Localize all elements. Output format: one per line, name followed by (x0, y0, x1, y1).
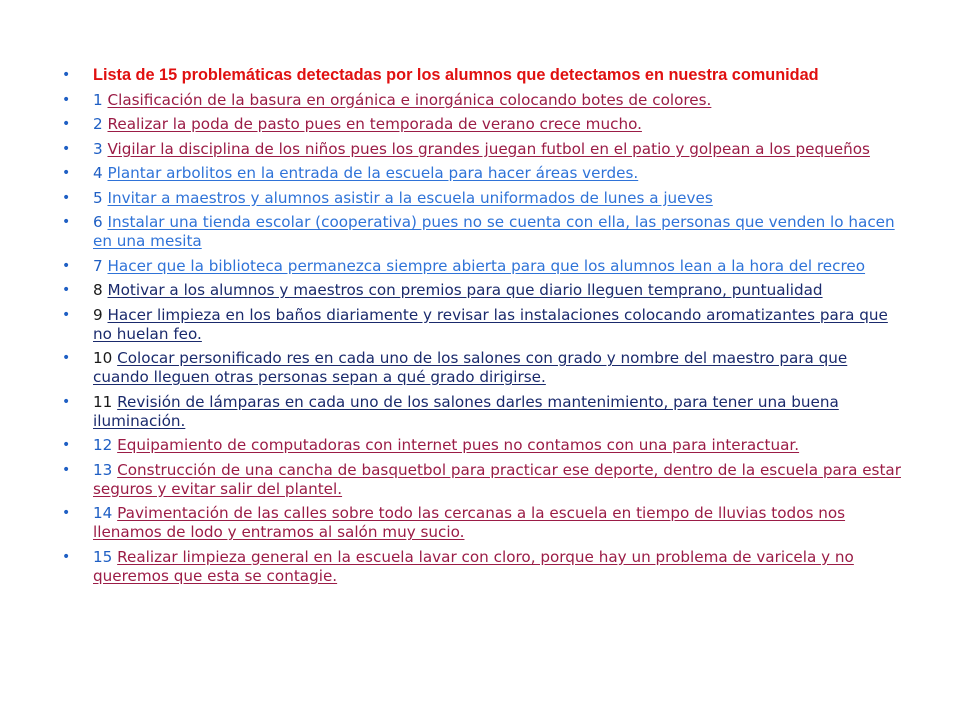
item-number: 8 (93, 281, 103, 299)
list-item (62, 504, 902, 542)
item-number: 4 (93, 164, 103, 182)
list-title-item (62, 66, 902, 85)
list-item (62, 213, 902, 251)
bullet-icon: • (62, 282, 71, 298)
item-number: 11 (93, 392, 113, 411)
item-number: 12 (93, 436, 113, 454)
item-number: 6 (93, 213, 103, 231)
list-item (62, 115, 902, 134)
item-link[interactable]: Colocar personificado res en cada uno de los salones con grado y nombre del maestro para que cuando lleguen otras personas sepan a qué grado dirigirse. (93, 349, 848, 386)
list-item (62, 393, 902, 431)
item-link[interactable]: Hacer que la biblioteca permanezca siempre abierta para que los alumnos lean a la hora del recreo (107, 256, 866, 275)
bullet-icon: • (62, 140, 71, 157)
list-item (62, 349, 902, 387)
list-item (62, 548, 902, 586)
item-link[interactable]: Plantar arbolitos en la entrada de la escuela para hacer áreas verdes. (107, 164, 639, 182)
list-item (62, 461, 902, 499)
bullet-icon: • (62, 548, 71, 565)
list-title: Lista de 15 problemáticas detectadas por los alumnos que detectamos en nuestra comunidad (93, 66, 819, 84)
list-item (62, 281, 902, 300)
item-link[interactable]: Pavimentación de las calles sobre todo las cercanas a la escuela en tiempo de lluvias todos nos llenamos de lodo y entramos al salón muy sucio. (93, 504, 846, 541)
list-item (62, 257, 902, 276)
bullet-icon: • (62, 67, 71, 83)
list-item (62, 164, 902, 183)
bullet-icon: • (62, 461, 71, 478)
item-number: 1 (93, 90, 103, 109)
problem-list (62, 66, 902, 586)
item-number: 13 (93, 460, 113, 479)
bullet-icon: • (62, 116, 71, 132)
bullet-icon: • (62, 189, 71, 206)
item-link[interactable]: Hacer limpieza en los baños diariamente y revisar las instalaciones colocando aromatizantes para que no huelan feo. (93, 305, 888, 343)
item-number: 14 (93, 504, 113, 522)
item-number: 15 (93, 547, 113, 566)
bullet-icon: • (62, 214, 71, 230)
list-item (62, 306, 902, 344)
item-link[interactable]: Motivar a los alumnos y maestros con premios para que diario lleguen temprano, puntualidad (107, 281, 823, 299)
bullet-icon: • (62, 306, 71, 323)
slide-content (62, 66, 902, 591)
bullet-icon: • (62, 350, 71, 366)
bullet-icon: • (62, 257, 71, 274)
bullet-icon: • (62, 165, 71, 181)
item-number: 2 (93, 115, 103, 133)
item-number: 3 (93, 139, 103, 158)
item-number: 9 (93, 305, 103, 324)
list-item (62, 91, 902, 110)
item-link[interactable]: Construcción de una cancha de basquetbol para practicar ese deporte, dentro de la escuela para estar seguros y evitar salir del plantel. (93, 460, 901, 498)
list-item (62, 140, 902, 159)
item-link[interactable]: Invitar a maestros y alumnos asistir a la escuela uniformados de lunes a jueves (107, 188, 713, 207)
bullet-icon: • (62, 437, 71, 453)
bullet-icon: • (62, 91, 71, 108)
bullet-icon: • (62, 393, 71, 410)
item-number: 10 (93, 349, 113, 367)
list-item (62, 436, 902, 455)
bullet-icon: • (62, 505, 71, 521)
item-number: 5 (93, 188, 103, 207)
item-number: 7 (93, 256, 103, 275)
item-link[interactable]: Realizar la poda de pasto pues en temporada de verano crece mucho. (107, 115, 642, 133)
item-link[interactable]: Realizar limpieza general en la escuela lavar con cloro, porque hay un problema de varicela y no queremos que esta se contagie. (93, 547, 854, 585)
item-link[interactable]: Vigilar la disciplina de los niños pues los grandes juegan futbol en el patio y golpean a los pequeños (107, 139, 870, 158)
list-item (62, 189, 902, 208)
item-link[interactable]: Revisión de lámparas en cada uno de los salones darles mantenimiento, para tener una buena iluminación. (93, 392, 839, 430)
item-link[interactable]: Equipamiento de computadoras con internet pues no contamos con una para interactuar. (117, 436, 800, 454)
item-link[interactable]: Clasificación de la basura en orgánica e inorgánica colocando botes de colores. (107, 90, 712, 109)
item-link[interactable]: Instalar una tienda escolar (cooperativa) pues no se cuenta con ella, las personas que venden lo hacen en una mesita (93, 213, 895, 250)
